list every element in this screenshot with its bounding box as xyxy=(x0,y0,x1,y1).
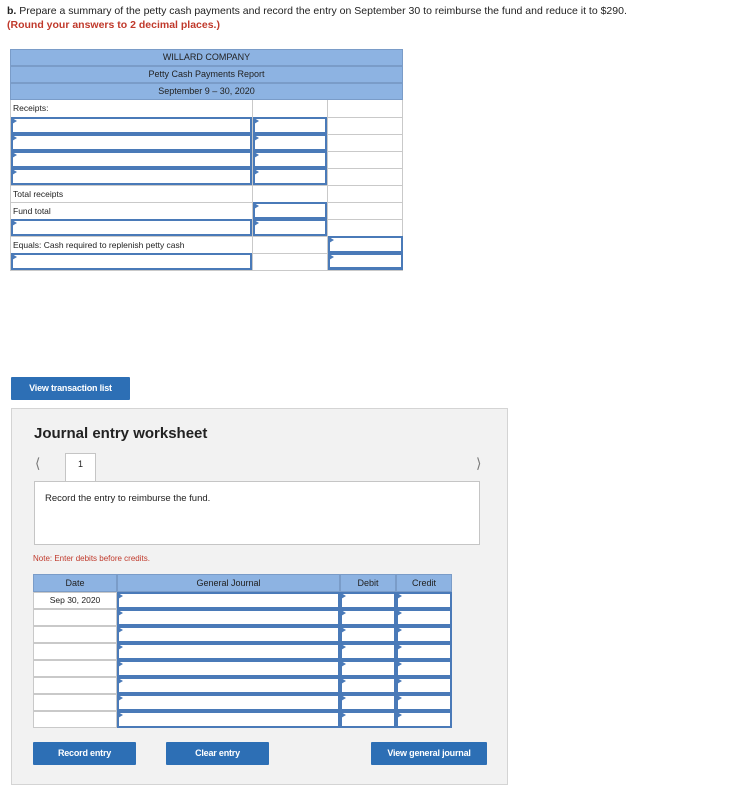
receipt-account-input-2[interactable] xyxy=(11,134,252,151)
part-label: b. xyxy=(7,5,17,17)
credit-input-7[interactable] xyxy=(396,694,452,711)
fund-total-input[interactable] xyxy=(253,202,327,219)
receipt-amount-input-1[interactable] xyxy=(253,117,327,134)
credit-input-6[interactable] xyxy=(396,677,452,694)
date-cell xyxy=(33,694,117,711)
debit-input-2[interactable] xyxy=(340,609,396,626)
credit-input-1[interactable] xyxy=(396,592,452,609)
date-cell xyxy=(33,643,117,660)
clear-entry-button[interactable]: Clear entry xyxy=(166,742,269,765)
final-account-input[interactable] xyxy=(11,253,252,270)
debit-input-4[interactable] xyxy=(340,643,396,660)
receipt-account-input-1[interactable] xyxy=(11,117,252,134)
credit-input-2[interactable] xyxy=(396,609,452,626)
report-title: Petty Cash Payments Report xyxy=(10,66,403,83)
date-cell xyxy=(33,609,117,626)
date-cell xyxy=(33,660,117,677)
worksheet-title: Journal entry worksheet xyxy=(34,425,208,442)
instruction-text: Prepare a summary of the petty cash payments and record the entry on September 30 to reimburse the fund and reduce it to $290. xyxy=(19,5,627,17)
receipt-amount-input-2[interactable] xyxy=(253,134,327,151)
total-receipts-label: Total receipts xyxy=(13,189,64,199)
equals-label: Equals: Cash required to replenish petty cash xyxy=(13,240,185,250)
fund-total-label: Fund total xyxy=(13,206,51,216)
tab-entry-1[interactable]: 1 xyxy=(65,453,96,481)
adjustment-account-input[interactable] xyxy=(11,219,252,236)
receipt-amount-input-4[interactable] xyxy=(253,168,327,185)
chevron-left-icon[interactable]: ⟨ xyxy=(35,455,41,471)
cash-required-input[interactable] xyxy=(328,236,403,253)
date-cell: Sep 30, 2020 xyxy=(33,592,117,609)
view-transaction-list-button[interactable]: View transaction list xyxy=(11,377,130,400)
account-input-3[interactable] xyxy=(117,626,340,643)
chevron-right-icon[interactable]: ⟩ xyxy=(476,455,482,471)
debit-input-5[interactable] xyxy=(340,660,396,677)
instructions xyxy=(7,4,732,32)
row-divider xyxy=(10,185,403,186)
credit-input-8[interactable] xyxy=(396,711,452,728)
report-period: September 9 – 30, 2020 xyxy=(10,83,403,100)
date-cell xyxy=(33,711,117,728)
col-header-date: Date xyxy=(33,574,117,592)
rounding-note: (Round your answers to 2 decimal places.) xyxy=(7,19,220,31)
account-input-7[interactable] xyxy=(117,694,340,711)
view-general-journal-button[interactable]: View general journal xyxy=(371,742,487,765)
debit-input-6[interactable] xyxy=(340,677,396,694)
account-input-4[interactable] xyxy=(117,643,340,660)
receipts-label: Receipts: xyxy=(13,103,49,113)
account-input-2[interactable] xyxy=(117,609,340,626)
date-cell xyxy=(33,677,117,694)
debit-input-1[interactable] xyxy=(340,592,396,609)
account-input-8[interactable] xyxy=(117,711,340,728)
petty-cash-report xyxy=(10,49,403,273)
task-box xyxy=(34,481,480,545)
credit-input-5[interactable] xyxy=(396,660,452,677)
account-input-6[interactable] xyxy=(117,677,340,694)
receipt-amount-input-3[interactable] xyxy=(253,151,327,168)
task-text: Record the entry to reimburse the fund. xyxy=(45,493,211,504)
adjustment-amount-input[interactable] xyxy=(253,219,327,236)
row-divider xyxy=(10,202,403,203)
account-input-5[interactable] xyxy=(117,660,340,677)
report-company: WILLARD COMPANY xyxy=(10,49,403,66)
debit-input-3[interactable] xyxy=(340,626,396,643)
credit-input-3[interactable] xyxy=(396,626,452,643)
debit-input-8[interactable] xyxy=(340,711,396,728)
date-cell xyxy=(33,626,117,643)
final-amount-input[interactable] xyxy=(328,253,403,270)
receipt-account-input-3[interactable] xyxy=(11,151,252,168)
col-header-general-journal: General Journal xyxy=(117,574,340,592)
row-divider xyxy=(10,270,403,271)
receipt-account-input-4[interactable] xyxy=(11,168,252,185)
journal-worksheet-panel xyxy=(11,408,508,785)
account-input-1[interactable] xyxy=(117,592,340,609)
debit-credit-note: Note: Enter debits before credits. xyxy=(33,554,150,563)
debit-input-7[interactable] xyxy=(340,694,396,711)
col-header-credit: Credit xyxy=(396,574,452,592)
credit-input-4[interactable] xyxy=(396,643,452,660)
col-header-debit: Debit xyxy=(340,574,396,592)
record-entry-button[interactable]: Record entry xyxy=(33,742,136,765)
